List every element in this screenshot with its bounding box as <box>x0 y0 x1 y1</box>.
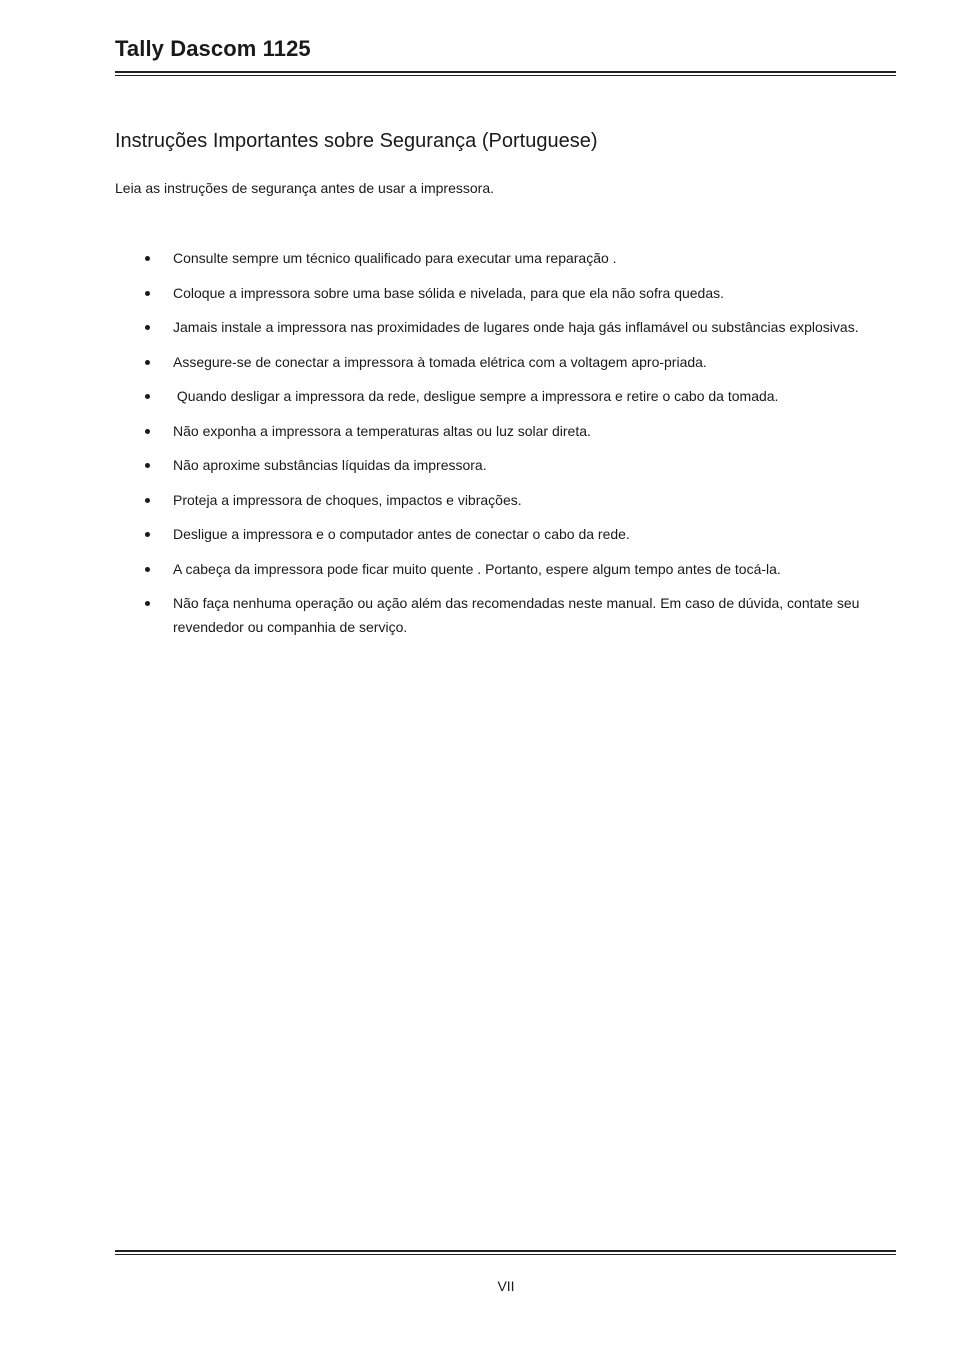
list-item-text: A cabeça da impressora pode ficar muito quente . Portanto, espere algum tempo antes de tocá-la. <box>173 560 781 577</box>
list-item <box>115 453 885 477</box>
list-item <box>115 522 885 546</box>
list-item <box>115 281 885 305</box>
list-item <box>115 419 885 443</box>
page-number: VII <box>497 1278 515 1294</box>
bullet-icon <box>145 291 150 296</box>
bullet-icon <box>145 325 150 330</box>
list-item-text: Coloque a impressora sobre uma base sólida e nivelada, para que ela não sofra quedas. <box>173 284 725 301</box>
list-item <box>115 246 885 270</box>
list-item-text: Não aproxime substâncias líquidas da impressora. <box>173 457 487 473</box>
list-item-text: Jamais instale a impressora nas proximidades de lugares onde haja gás inflamável ou substâncias explosivas. <box>173 319 859 335</box>
list-item-text: Não exponha a impressora a temperaturas altas ou luz solar direta. <box>173 422 591 439</box>
intro-text: Leia as instruções de segurança antes de usar a impressora. <box>115 180 494 196</box>
list-item-text: Desligue a impressora e o computador antes de conectar o cabo da rede. <box>173 526 630 542</box>
bullet-icon <box>145 498 150 503</box>
bullet-icon <box>145 532 150 537</box>
list-item <box>115 488 885 512</box>
bullet-icon <box>145 360 150 365</box>
bullet-icon <box>145 463 150 468</box>
section-heading: Instruções Importantes sobre Segurança (Portuguese) <box>115 130 598 152</box>
page-header-title: Tally Dascom 1125 <box>115 36 311 61</box>
bullet-icon <box>145 567 150 572</box>
list-item-text: Não faça nenhuma operação ou ação além das recomendadas neste manual. Em caso de dúvida, contate seu revendedor ou companhia de serviço. <box>173 595 860 635</box>
list-item <box>115 384 885 408</box>
list-item-text: Assegure-se de conectar a impressora à tomada elétrica com a voltagem apro-priada. <box>173 353 707 370</box>
list-item <box>115 591 885 639</box>
list-item <box>115 350 885 374</box>
list-item-text: Proteja a impressora de choques, impactos e vibrações. <box>173 491 522 508</box>
safety-instructions-list <box>115 246 885 650</box>
list-item <box>115 557 885 581</box>
footer-rule <box>115 1250 896 1255</box>
list-item-text: Consulte sempre um técnico qualificado para executar uma reparação . <box>173 250 617 266</box>
list-item <box>115 315 885 339</box>
bullet-icon <box>145 429 150 434</box>
list-item-text: Quando desligar a impressora da rede, desligue sempre a impressora e retire o cabo da tomada. <box>173 388 779 404</box>
bullet-icon <box>145 256 150 261</box>
bullet-icon <box>145 394 150 399</box>
bullet-icon <box>145 601 150 606</box>
header-rule <box>115 71 896 76</box>
